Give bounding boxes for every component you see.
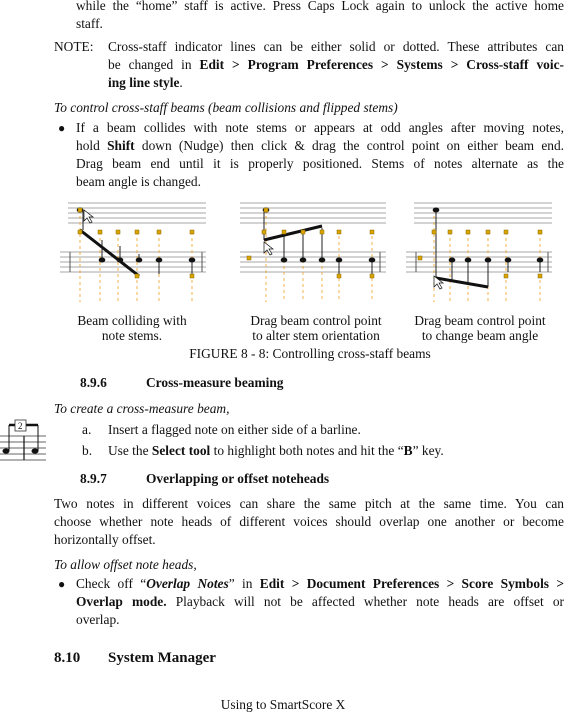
- beams-bullet-line-3: Drag beam end until it is properly positioned. Stems of notes alternate as the: [76, 156, 564, 171]
- section-897-bullet-line-1: Check off “Overlap Notes” in Edit > Document Preferences > Score Symbols >: [76, 576, 564, 591]
- figure-panel-beam-collision: [60, 190, 210, 312]
- figure-panel-stem-orientation: [240, 190, 390, 312]
- section-810-number: 8.10: [54, 650, 81, 666]
- section-896-number: 8.9.6: [80, 375, 107, 390]
- svg-text:2: 2: [18, 421, 23, 431]
- figure-caption-1: Beam colliding with note stems.: [77, 313, 187, 343]
- section-897-bullet-line-3: overlap.: [76, 612, 120, 627]
- beams-heading: To control cross-staff beams (beam collisions and flipped stems): [54, 100, 398, 115]
- figure-panel-beam-angle: [406, 190, 556, 312]
- beams-bullet-line-1: If a beam collides with note stems or appears at odd angles after moving notes,: [76, 120, 564, 135]
- note-line-2: be changed in Edit > Program Preferences > Systems > Cross-staff voic-: [108, 57, 564, 72]
- section-897-title: Overlapping or offset noteheads: [146, 471, 330, 486]
- page-footer: Using to SmartScore X: [220, 697, 346, 712]
- step-b-text: Use the Select tool to highlight both notes and hit the “B” key.: [108, 443, 444, 458]
- figure-caption-2: Drag beam control point to alter stem orientation: [250, 313, 382, 343]
- step-a-text: Insert a flagged note on either side of a barline.: [108, 422, 361, 437]
- bullet-marker: ●: [58, 121, 66, 135]
- step-a-letter: a.: [82, 422, 92, 437]
- section-897-para-line-3: horizontally offset.: [54, 532, 156, 547]
- section-896-title: Cross-measure beaming: [146, 375, 284, 390]
- cross-measure-beam-icon: [0, 418, 48, 468]
- section-810-title: System Manager: [108, 650, 216, 666]
- note-label: NOTE:: [54, 39, 94, 54]
- section-897-intro: To allow offset note heads,: [54, 557, 197, 572]
- intro-line-2: staff.: [76, 16, 103, 31]
- beams-bullet-line-4: beam angle is changed.: [76, 174, 201, 189]
- figure-caption-3: Drag beam control point to change beam angle: [414, 313, 546, 343]
- bullet-marker: ●: [58, 577, 66, 591]
- note-line-3: ing line style.: [108, 75, 183, 90]
- beams-bullet-line-2: hold Shift down (Nudge) then click & drag the control point on either beam end.: [76, 138, 565, 153]
- section-897-para-line-1: Two notes in different voices can share the same pitch at the same time. You can: [54, 496, 564, 511]
- section-897-number: 8.9.7: [80, 471, 107, 486]
- note-line-1: Cross-staff indicator lines can be either solid or dotted. These attributes can: [108, 39, 564, 54]
- section-897-para-line-2: choose whether note heads of different voices should overlap one another or become: [54, 514, 564, 529]
- figure-title: FIGURE 8 - 8: Controlling cross-staff beams: [189, 346, 431, 361]
- intro-line-1: while the “home” staff is active. Press Caps Lock again to unlock the active home: [76, 0, 564, 13]
- step-b-letter: b.: [82, 443, 93, 458]
- section-897-bullet-line-2: Overlap mode. Playback will not be affected whether note heads are offset or: [76, 594, 565, 609]
- section-896-intro: To create a cross-measure beam,: [54, 401, 230, 416]
